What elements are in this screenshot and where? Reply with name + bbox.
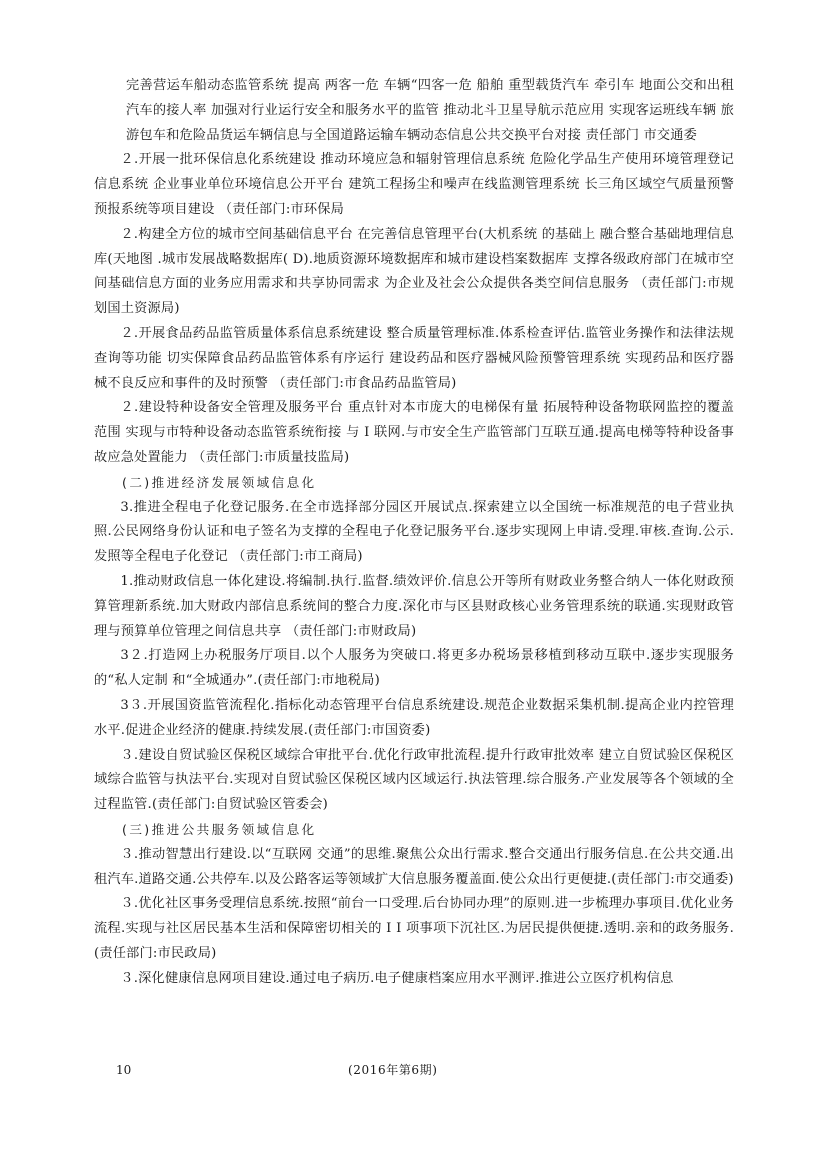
body-paragraph: 3２.打造网上办税服务厅项目.以个人服务为突破口.将更多办税场景移植到移动互联中.逐步实现服务的“私人定制 和“全城通办”.(责任部门:市地税局) (94, 648, 734, 689)
page-footer (94, 1060, 734, 1080)
body-paragraph: 1.推动财政信息一体化建设.将编制.执行.监督.绩效评价.信息公开等所有财政业务整合纳人一体化财政预算管理新系统.加大财政内部信息系统间的整合力度.深化市与区县财政核心业务管理系统的联通.实现财政管理与预算单位管理之间信息共享 （责任部门:市财政局) (94, 573, 734, 639)
section-heading: (二)推进经济发展领域信息化 (122, 474, 317, 490)
body-paragraph: ２.建设特种设备安全管理及服务平台 重点针对本市庞大的电梯保有量 拓展特种设备物联网监控的覆盖范围 实现与市特种设备动态监管系统衔接 与 I 联网.与市安全生产监管部门互联互通.提高电梯等特种设备事故应急处置能力 （责任部门:市质量技监局) (94, 400, 734, 465)
body-paragraph: ２.开展食品药品监管质量体系信息系统建设 整合质量管理标准.体系检查评估.监管业务操作和法律法规查询等功能 切实保障食品药品监管体系有序运行 建设药品和医疗器械风险预警管理系统 实现药品和医疗器械不良反应和事件的及时预警 （责任部门:市食品药品监管局) (94, 325, 734, 391)
body-paragraph: ２.开展一批环保信息化系统建设 推动环境应急和辐射管理信息系统 危险化学品生产使用环境管理登记信息系统 企业事业单位环境信息公开平台 建筑工程扬尘和噪声在线监测管理系统 长三角区域空气质量预警预报系统等项目建设 （责任部门:市环保局 (94, 152, 734, 217)
document-body (94, 74, 734, 991)
body-paragraph: ３.建设自贸试验区保税区域综合审批平台.优化行政审批流程.提升行政审批效率 建立自贸试验区保税区域综合监管与执法平台.实现对自贸试验区保税区域内区域运行.执法管理.综合服务.产业发展等各个领域的全过程监管.(责任部门:自贸试验区管委会) (94, 747, 734, 813)
body-paragraph: 完善营运车船动态监管系统 提高 两客一危 车辆“四客一危 船舶 重型载货汽车 牵引车 地面公交和出租汽车的接人率 加强对行业运行安全和服务水平的监管 推动北斗卫星导航示范应用 实现客运班线车辆 旅游包车和危险品货运车辆信息与全国道路运输车辆动态信息公共交换平台对接 责任部门 市交通委 (126, 78, 734, 143)
body-paragraph: ３.优化社区事务受理信息系统.按照“前台一口受理.后台协同办理”的原则.进一步梳理办事项目.优化业务流程.实现与社区居民基本生活和保障密切相关的 I I 项事项下沉社区.为居民提供便捷.透明.亲和的政务服务.(责任部门:市民政局) (94, 896, 734, 961)
body-paragraph: ３.推动智慧出行建设.以“互联网 交通”的思维.聚焦公众出行需求.整合交通出行服务信息.在公共交通.出租汽车.道路交通.公共停车.以及公路客运等领域扩大信息服务覆盖面.使公众出行更便捷.(责任部门:市交通委) (94, 846, 734, 887)
page-number: 10 (116, 1063, 132, 1077)
body-paragraph: 3３.开展国资监管流程化.指标化动态管理平台信息系统建设.规范企业数据采集机制.提高企业内控管理水平.促进企业经济的健康.持续发展.(责任部门:市国资委) (94, 697, 734, 738)
section-heading: (三)推进公共服务领域信息化 (122, 821, 317, 837)
body-paragraph: 3.推进全程电子化登记服务.在全市选择部分园区开展试点.探索建立以全国统一标准规范的电子营业执照.公民网络身份认证和电子签名为支撑的全程电子化登记服务平台.逐步实现网上申请.受理.审核.查询.公示.发照等全程电子化登记 （责任部门:市工商局) (94, 499, 734, 565)
body-paragraph: ２.构建全方位的城市空间基础信息平台 在完善信息管理平台(大机系统 的基础上 融合整合基础地理信息库(天地图 .城市发展战略数据库( D).地质资源环境数据库和城市建设档案数据库 支撑各级政府部门在城市空间基础信息方面的业务应用需求和共享协同需求 为企业及社会公众提供各类空间信息服务 （责任部门:市规划国土资源局) (94, 226, 734, 317)
body-paragraph: ３.深化健康信息网项目建设.通过电子病历.电子健康档案应用水平测评.推进公立医疗机构信息 (120, 970, 674, 986)
issue-label: (2016年第6期) (348, 1063, 438, 1077)
